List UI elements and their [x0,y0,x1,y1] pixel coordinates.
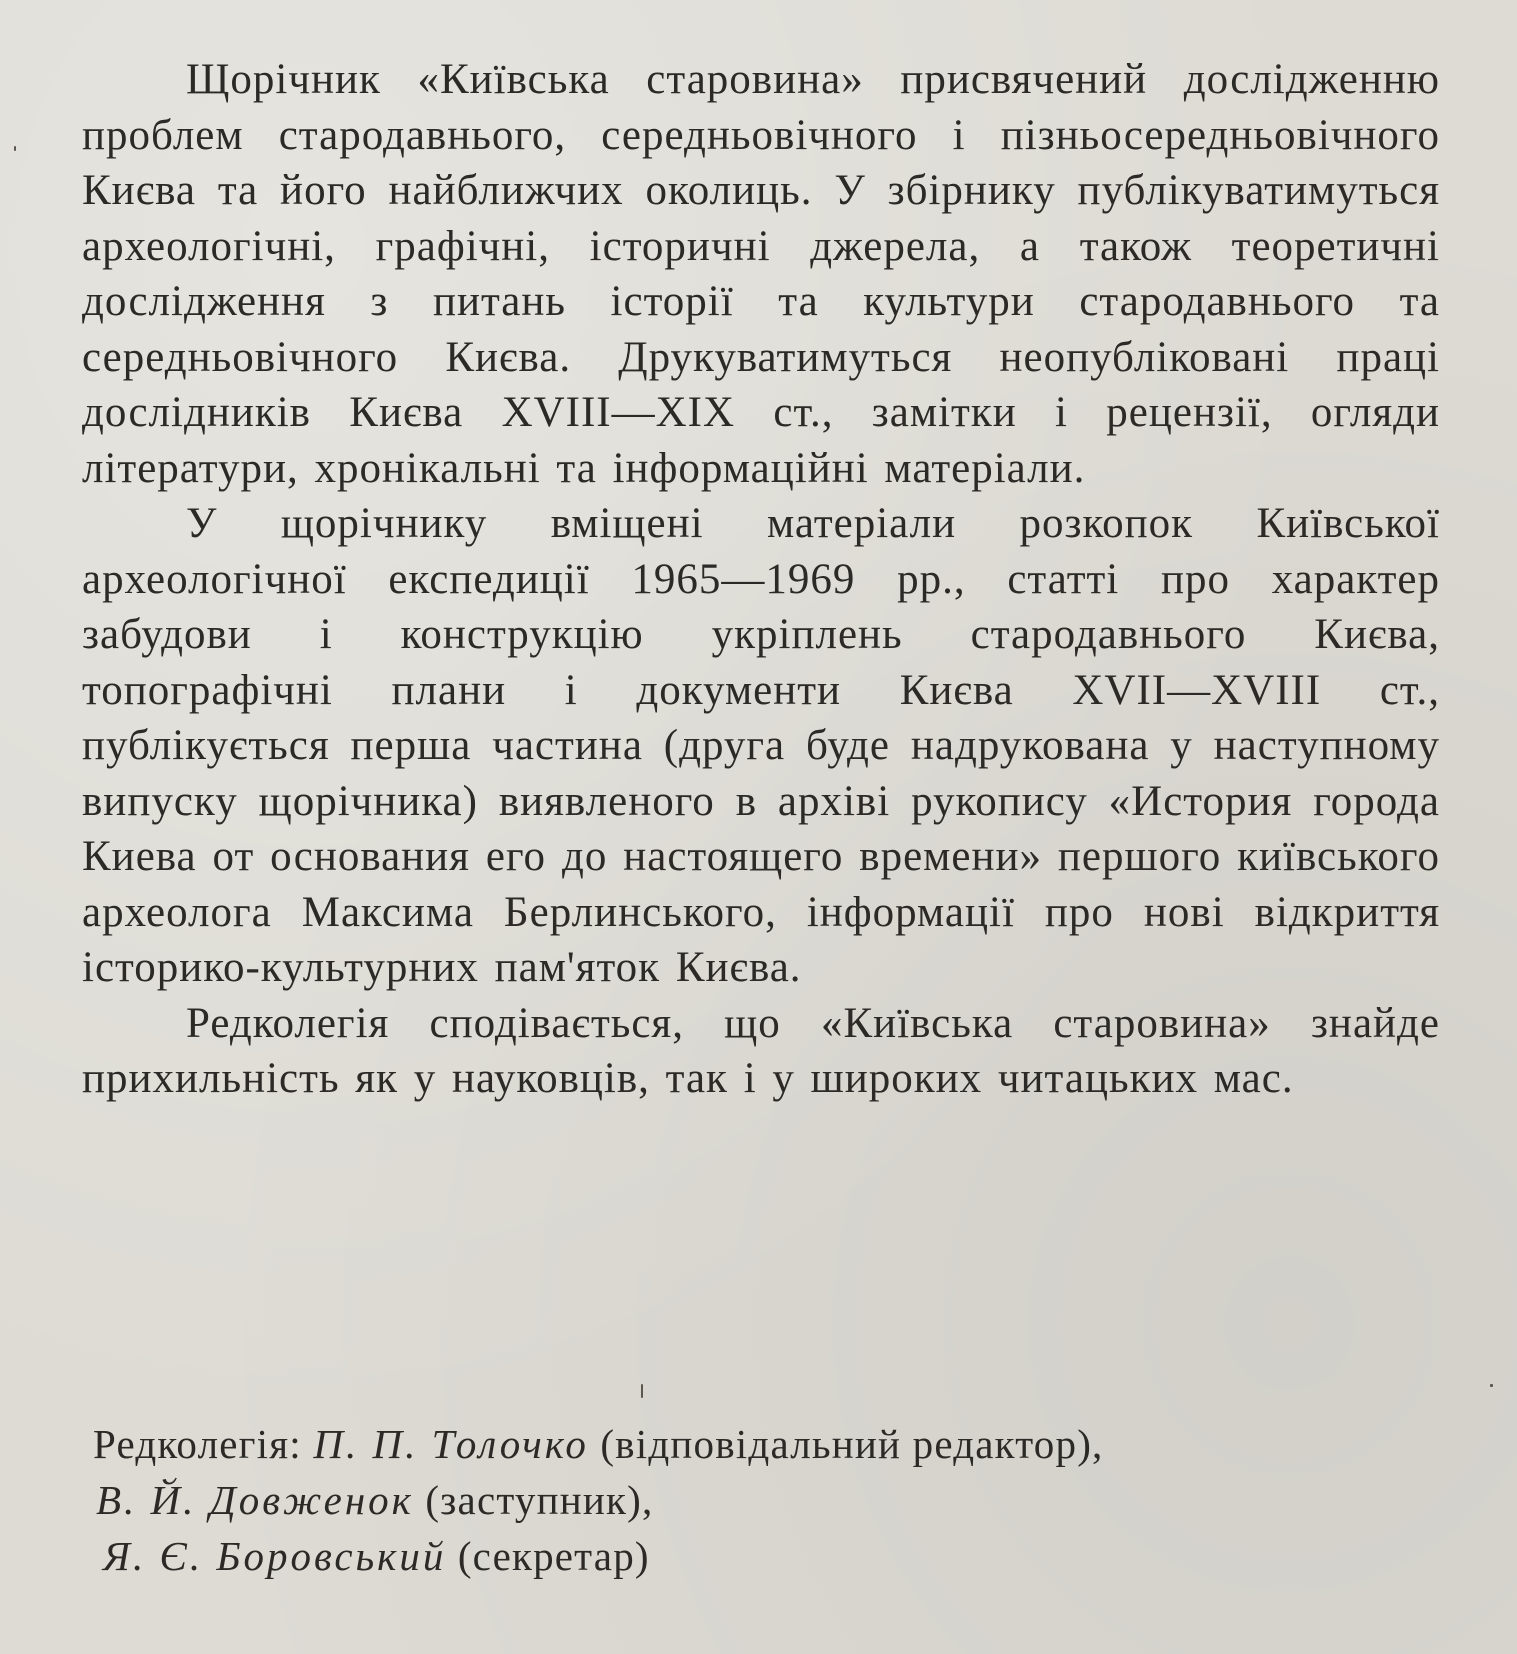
paragraph-closing: Редколегія сподівається, що «Київська старовина» знайде прихильність як у науковців, так і у широких читацьких мас. [82,999,1440,1102]
editorial-board-line-3 [103,1528,1433,1584]
paragraph-contents: У щорічнику вміщені матеріали розкопок Київської археологічної експедиції 1965—1969 рр., статті про характер забудови і конструкцію укріплень стародавнього Києва, топографічні плани і документи Києва XVII—XVIII ст., публікується перша частина (друга буде надрукована у наступному випуску щорічника) виявленого в архіві рукопису «История города Киева от основания его до настоящего времени» першого київського археолога Максима Берлинського, інформації про нові відкриття історико-культурних пам'яток Києва. [82,500,1440,991]
paper-speck [1490,1384,1493,1387]
editor-name-1: П. П. Толочко [313,1421,589,1467]
editor-role-1: (відповідальний редактор), [600,1421,1104,1467]
editor-role-2: (заступник), [425,1477,654,1523]
editor-role-3: (секретар) [457,1533,650,1579]
editorial-board-label: Редколегія: [93,1421,302,1467]
paper-speck [641,1384,643,1398]
body-text [82,52,1440,1107]
editorial-board-line-1 [93,1416,1433,1472]
paper-speck [14,146,16,151]
paragraph-intro: Щорічник «Київська старовина» присвячений дослідженню проблем стародавнього, середньовічного і пізньосередньовічного Києва та його найближчих околиць. У збірнику публікуватимуться археологічні, графічні, історичні джерела, а також теоретичні дослідження з питань історії та культури стародавнього та середньовічного Києва. Друкуватимуться неопубліковані праці дослідників Києва XVIII—XIX ст., замітки і рецензії, огляди літератури, хронікальні та інформаційні матеріали. [82,56,1440,492]
editorial-board [93,1416,1433,1584]
editor-name-3: Я. Є. Боровський [103,1533,447,1579]
editor-name-2: В. Й. Довженок [96,1477,414,1523]
editorial-board-line-2 [96,1472,1433,1528]
